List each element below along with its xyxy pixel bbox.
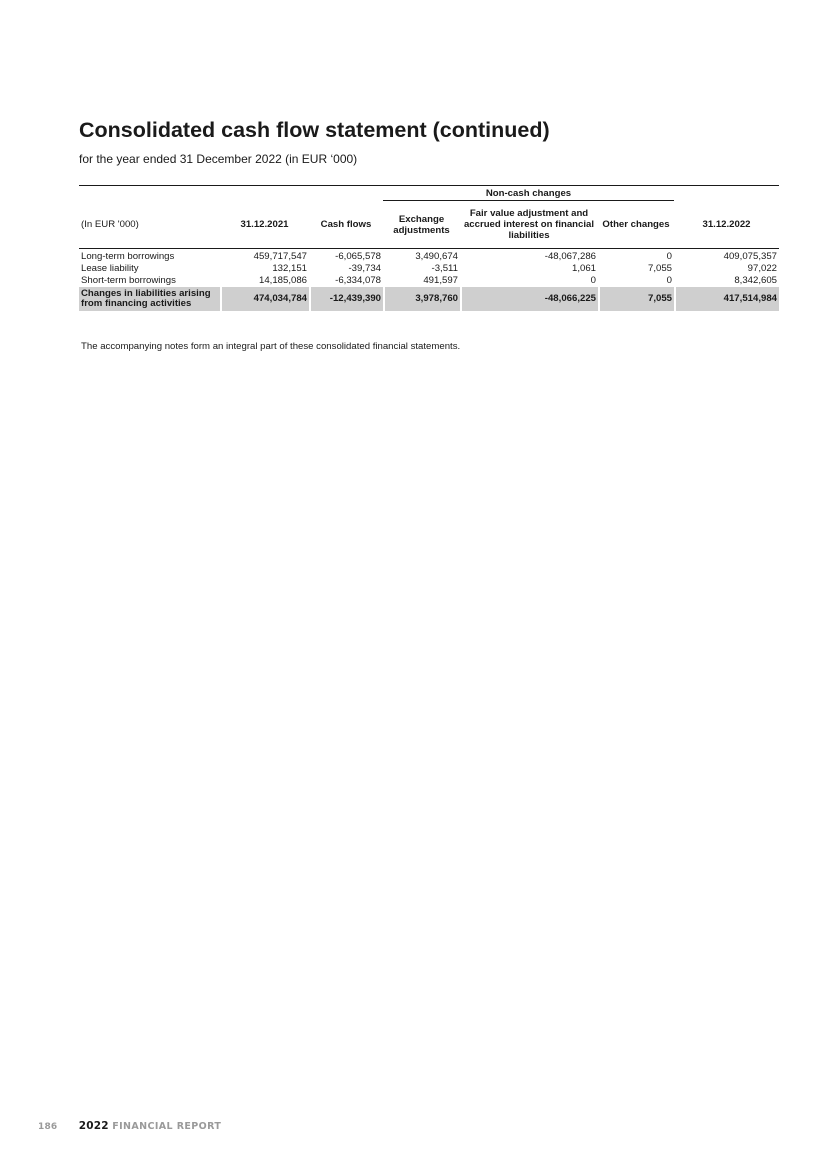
- row-label: Long-term borrowings: [81, 251, 175, 262]
- total-cash-flows: -12,439,390: [309, 287, 383, 311]
- table-row: [79, 251, 779, 263]
- total-opening: 474,034,784: [220, 287, 309, 311]
- column-header-opening: 31.12.2021: [220, 201, 309, 249]
- total-row: [79, 287, 779, 311]
- page-footer: [38, 1120, 221, 1132]
- column-header-other: Other changes: [598, 201, 674, 249]
- cell-opening: 459,717,547: [253, 251, 307, 262]
- cell-opening: 14,185,086: [258, 275, 307, 286]
- page-subtitle: for the year ended 31 December 2022 (in EUR ‘000): [79, 152, 358, 166]
- cell-exchange: 491,597: [423, 275, 458, 286]
- non-cash-changes-header: Non-cash changes: [383, 186, 674, 201]
- column-header-exchange: Exchange adjustments: [383, 201, 460, 249]
- total-closing: 417,514,984: [674, 287, 779, 311]
- row-label: Lease liability: [81, 263, 139, 274]
- row-label: Short-term borrowings: [81, 275, 176, 286]
- cell-fair-value: 1,061: [571, 263, 596, 274]
- total-exchange: 3,978,760: [383, 287, 460, 311]
- page-number: 186: [38, 1122, 58, 1132]
- cell-exchange: -3,511: [431, 263, 458, 274]
- footnote: The accompanying notes form an integral part of these consolidated financial statements.: [81, 341, 461, 352]
- column-header-fair-value: Fair value adjustment and accrued interest on financial liabilities: [460, 201, 598, 249]
- page-title: Consolidated cash flow statement (continued): [79, 118, 550, 142]
- column-header-label: (In EUR '000): [79, 201, 220, 249]
- cell-closing: 409,075,357: [723, 251, 777, 262]
- total-fair-value: -48,066,225: [460, 287, 598, 311]
- total-label: Changes in liabilities arising from financing activities: [79, 287, 220, 311]
- column-header-closing: 31.12.2022: [674, 201, 779, 249]
- cell-fair-value: 0: [590, 275, 596, 286]
- report-name: FINANCIAL REPORT: [112, 1121, 222, 1132]
- cell-other: 0: [666, 251, 672, 262]
- table-row: [79, 263, 779, 275]
- cell-other: 7,055: [647, 263, 672, 274]
- cell-cash-flows: -6,065,578: [335, 251, 381, 262]
- total-other: 7,055: [598, 287, 674, 311]
- cell-other: 0: [666, 275, 672, 286]
- column-header-cash-flows: Cash flows: [309, 201, 383, 249]
- cell-cash-flows: -6,334,078: [335, 275, 381, 286]
- cell-exchange: 3,490,674: [415, 251, 458, 262]
- cell-closing: 8,342,605: [734, 275, 777, 286]
- cell-cash-flows: -39,734: [348, 263, 381, 274]
- report-year: 2022: [78, 1120, 109, 1132]
- cell-closing: 97,022: [747, 263, 777, 274]
- cell-opening: 132,151: [272, 263, 307, 274]
- table-row: [79, 275, 779, 287]
- cell-fair-value: -48,067,286: [544, 251, 596, 262]
- liabilities-table: [79, 185, 779, 311]
